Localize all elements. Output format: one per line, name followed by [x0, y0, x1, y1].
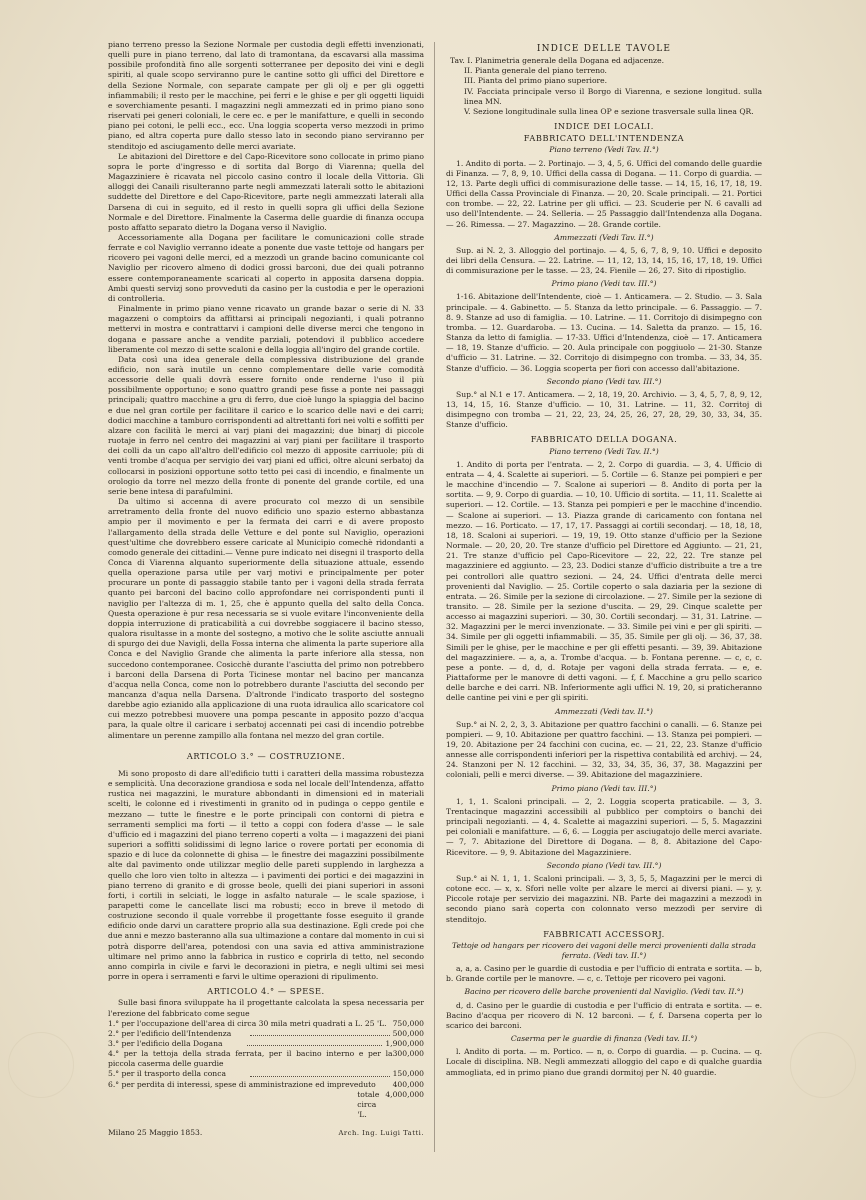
section-subheading: Piano terreno (Vedi Tav. II.°) — [549, 145, 659, 155]
expense-line: 6.° per perdita di interessi, spese di amministrazione ed impreveduto 400,000 — [108, 1079, 424, 1089]
section-subheading: Primo piano (Vedi tav. III.°) — [551, 279, 657, 289]
section-subheading: Primo piano (Vedi tav. III.°) — [551, 783, 657, 793]
section-text: Sup.° ai N. 2, 2, 3, 3. Abitazione per quattro facchini o canalli. — 6. Stanze pei pompieri. — 9, 10. Abitazione per quattro facchini. — 13. Stanza pei pompieri. — 19, 20. Abitazione per 24 facchini con cucina, ec. — 21, 22, 23. Stanze d'ufficio annesse alle corrispondenti inferiori per la rispettiva contabilità ed archivj. — 24, 24. Stanzoni per N. 12 facchini. — 32, 33, 34, 35, 36, 37, 38. Magazzini per coloniali, pelli e merci diverse. — 39. Abitazione del magazziniere. — [446, 719, 762, 780]
left-column — [108, 40, 424, 1138]
paragraph: piano terreno presso la Sezione Normale per custodia degli effetti invenzionati, quelli pure in piano terreno, dal lato di tramontana, da escavarsi alla massima possibile profondità fino alle sorgenti sotterranee per deposito dei vini e degli spiriti, al quale scopo serviranno pure le cantine sotto gli uffici del Direttore e della Sezione Normale, con separate campate per gli olj e per gli oggetti infiammabili; il resto per le macchine, pei ferri e le ghise e per gli oggetti liquidi e soverchiamente pesanti. I magazzini negli ammezzati ed in primo piano sono riservati pei generi coloniali, le cere ec. e per le manifatture, e quelli in secondo piano pei cotoni, le pelli ecc., ecc. Una loggia scoperta verso mezzodi in primo piano, ed altra coperta pure dallo stesso lato in secondo piano serviranno per stenditojo ed asciugamento delle merci avariate. — [108, 40, 424, 151]
paragraph: Da ultimo si accenna di avere procurato col mezzo di un sensibile arretramento della fronte del nuovo edificio uno spazio esterno abbastanza ampio per il movimento e per la fermata dei carri e di avere proposto l'allargamento della strada delle Vetture e del ponte sul Naviglio, operazioni quest'ultime che dovrebbero essere caricate al Municipio comechè ridondanti a comodo generale dei cittadini.— Venne pure indicato nei disegni il trasporto della Conca di Viarenna alquanto superiormente della situazione attuale, essendo quella operazione parsa utile per varj motivi e principalmente per poter procurare un ponte di passaggio stabile tanto per i vagoni della strada ferrata quanto pei barconi del bacino collo approfondare nei corrispondenti punti il naviglio per l'altezza di m. 1, 25, che è appunto quella del salto della Conca. Questa operazione è pur resa necessaria se si vuole evitare l'inconveniente della doppia interruzione di praticabilità a cui dovrebbe soggiacere il bacino stesso, qualora risultasse in a monte del sostegno, a motivo che le solite asciutte annuali di spurgo dei due Navigli, della Fossa interna che alimenta la parte superiore alla Conca e del Naviglio Grande che alimenta la parte inferiore alla stessa, non succedono contemporanee. Cosicchè durante l'asciutta del primo non potrebbero i barconi della Darsena di Porta Ticinese montar nel bacino per mancanza d'acqua nella Conca, come non lo potrebbero durante l'asciutta del secondo per mancanza d'aqua nella Darsena. D'altronde l'indicato trasporto del sostegno darebbe agio ezianido alla applicazione di una ruota idraulica allo scaricatore col cui mezzo potrebbesi muovere una pompa pescante in apposito pozzo d'acqua para, la quale oltre il caricare i serbatoj accennati pei casi di incendio potrebbe alimentare un perenne zampillo alla fontana nel mezzo del gran cortile. — [108, 497, 424, 740]
section-subheading: Bacino per ricovero delle barche provenienti dal Naviglio. (Vedi tav. II.°) — [464, 987, 744, 997]
section-subheading: Ammezzati (Vedi tav. II.°) — [555, 706, 653, 716]
section-subheading: Secondo piano (Vedi tav. III.°) — [546, 860, 662, 870]
expense-total: totale circa 'L. 4,000,000 — [357, 1089, 424, 1120]
paragraph: Finalmente in primo piano venne ricavato un grande bazar o serie di N. 33 magazzeni o comptoirs da affittarsi ai principali negozianti, i quali potranno mettervi in mostra e contrattarvi i campioni delle diverse merci che tengono in dogana e passare anche a vendite parziali, potendovi il pubblico accedere liberamente col mezzo di sette scaloni e della loggia all'ingiro del grande cortile. — [108, 304, 424, 354]
section-text: a, a, a. Casino per le guardie di custodia e per l'ufficio di entrata e sortita. — b, b. Grande cortile per le manovre. — c, c. Tettoje per ricovero pei vagoni. — [446, 964, 762, 984]
tavola-item: II. Pianta generale del piano terreno. — [464, 66, 607, 76]
section-text: d, d. Casino per le guardie di custodia e per l'ufficio di entrata e sortita. — e. Bacino d'acqua per ricovero di N. 12 barconi. — f, f. Darsena coperta per lo scarico dei barconi. — [446, 1000, 762, 1030]
paragraph: Le abitazioni del Direttore e del Capo-Ricevitore sono collocate in primo piano sopra le porte d'ingresso e di sortita dal Borgo di Viarenna; quella del Magazziniere è ricavata nel piccolo casino contro il locale della Vittoria. Gli alloggi dei Canaili risulteranno parte negli ammezzati laterali sotto le abitazioni suddette del Direttore e del Capo-Ricevitore, parte negli ammezzati laterali alla Darsena di cui in seguito, ed il resto in quelli sopra gli uffici della Sezione Normale e del Direttore. Finalmente la Caserma delle guardie di finanza occupa posto affatto separato dietro la Dogana verso il Naviglio. — [108, 151, 424, 232]
section-text: Sup.° al N.1 e 17. Anticamera. — 2, 18, 19, 20. Archivio. — 3, 4, 5, 7, 8, 9, 12, 13, 14, 15, 16. Stanze d'ufficio. — 10, 31. Latrine. — 11, 32. Corritoj di disimpegno con tromba — 21, 22, 23, 24, 25, 26, 27, 28, 29, 30, 33, 34, 35. Stanze d'ufficio. — [446, 389, 762, 430]
section-text: Sup.° ai N. 1, 1, 1. Scaloni principali. — 3, 3, 5, 5, Magazzini per le merci di cotone ecc. — x, x. Sfori nelle volte per alzare le merci ai diversi piani. — y, y. Piccole rotaje per servizio dei magazzini. NB. Parte dei magazzini a mezzodì in secondo piano sarà coperta con colonnato verso mezzodì per servire di stenditojo. — [446, 873, 762, 924]
author-signature: Arch. Ing. Luigi Tatti. — [338, 1129, 424, 1138]
article-3-heading: ARTICOLO 3.° — COSTRUZIONE. — [186, 750, 346, 761]
tavola-item: Tav. I. Planimetria generale della Dogana ed adjacenze. — [450, 56, 665, 66]
index-tavole-heading: INDICE DELLE TAVOLE — [536, 44, 672, 54]
section-text: Sup. ai N. 2, 3. Alloggio del portinajo. — 4, 5, 6, 7, 8, 9, 10. Uffici e deposito dei libri della Censura. — 22. Latrine. — 11, 12, 13, 14, 15, 16, 17, 18, 19. Uffici di commisurazione per le tasse. — 23, 24. Fienile — 26, 27. Sito di ripostiglio. — [446, 245, 762, 276]
section-text: 1-16. Abitazione dell'Intendente, cioè — 1. Anticamera. — 2. Studio. — 3. Sala principale. — 4. Gabinetto. — 5. Stanza da letto principale. — 6. Passaggio. — 7. 8. 9. Stanze ad uso di famiglia. — 10. Latrine. — 11. Corritojo di disimpegno con tromba. — 12. Guardaroba. — 13. Cucina. — 14. Saletta da pranzo. — 15, 16. Stanza da letto di famiglia. — 17-33. Uffici d'Intendenza, cioè — 17. Anticamera — 18, 19. Stanze d'ufficio. — 20. Aula principale con poggiuolo — 21-30. Stanze d'ufficio — 31. Latrine. — 32. Corritojo di disimpegno con tromba. — 33, 34, 35. Stanze d'ufficio. — 36. Loggia scoperta per fiori con accesso dall'abitazione. — [446, 292, 762, 373]
tavola-item: III. Pianta del primo piano superiore. — [464, 76, 608, 86]
document-date: Milano 25 Maggio 1853. — [108, 1128, 203, 1138]
paragraph: Sulle basi finora sviluppate ha il progettante calcolata la spesa necessaria per l'erezione del fabbricato come segue — [108, 998, 424, 1018]
section-subheading: Caserma per le guardie di finanza (Vedi tav. II.°) — [510, 1034, 698, 1044]
article-4-heading: ARTICOLO 4.° — SPESE. — [207, 986, 325, 997]
accessori-heading: FABBRICATI ACCESSORJ. — [543, 928, 665, 939]
expense-line: 1.° per l'occupazione dell'area di circa 30 mila metri quadrati a L. 25 'L. 750,000 — [108, 1018, 424, 1028]
expense-line: 4.° per la tettoja della strada ferrata, per il bacino interno e per la piccola caserma delle guardie 300,000 — [108, 1049, 424, 1069]
dogana-heading: FABBRICATO DELLA DOGANA. — [530, 434, 678, 445]
section-text: 1. Andito di porta. — 2. Portinajo. — 3, 4, 5, 6. Uffici del comando delle guardie di Finanza. — 7, 8, 9, 10. Uffici della cassa di Dogana. — 11. Corpo di guardia. — 12, 13. Parte degli uffici di commisurazione delle tasse. — 14, 15, 16, 17, 18, 19. Uffici della Cassa Provinciale di Finanza. — 20, 20. Scale principali. — 21. Portici con trombe. — 22, 22. Latrine per gli uffici. — 23. Scuderie per N. 6 cavalli ad uso dell'Intendente. — 24. Selleria. — 25 Passaggio dall'Intendenza alla Dogana. — 26. Rimessa. — 27. Magazzino. — 28. Grande cortile. — [446, 158, 762, 229]
section-text: l. Andito di porta. — m. Portico. — n, o. Corpo di guardia. — p. Cucina. — q. Locale di disciplina. NB. Negli ammezzati alloggio del capo e di qualche guardia ammogliata, ed in primo piano due grandi dormitoj per N. 40 guardie. — [446, 1047, 762, 1077]
expense-line: 3.° per l'edificio della Dogana 1,900,000 — [108, 1039, 424, 1048]
paragraph: Accessoriamente alla Dogana per facilitare le comunicazioni colle strade ferrate e col Naviglio verranno ideate a ponente due vaste tettoje od hangars per ricovero pei vagoni delle merci, ed a mezzodì un grande bacino comunicante col Naviglio per ricovero almeno di dodici grossi barconi, due dei quali potranno essere contemporaneamente scaricati al coperto in apposita darsena doppia. Ambi questi servizj sono provveduti da casino per la custodia e per le operazioni di controlleria. — [108, 232, 424, 303]
index-locali-heading: INDICE DEI LOCALI. — [554, 121, 654, 132]
section-subheading: Piano terreno (Vedi Tav. II.°) — [549, 446, 659, 456]
section-subheading: Tettoje od hangars per ricovero dei vagoni delle merci provenienti dalla strada ferrata. (Vedi tav. II.°) — [452, 940, 756, 960]
section-subheading: Secondo piano (Vedi tav. III.°) — [546, 376, 662, 386]
expense-line: 5.° per il trasporto della conca 150,000 — [108, 1069, 424, 1079]
section-subheading: Ammezzati (Vedi Tav. II.°) — [554, 232, 654, 242]
right-column — [446, 40, 762, 1078]
embossed-seal-left — [8, 1032, 74, 1098]
tavola-item: IV. Facciata principale verso il Borgo di Viarenna, e sezione longitud. sulla linea MN. — [464, 86, 762, 106]
tavola-item: V. Sezione longitudinale sulla linea OP e sezione trasversale sulla linea QR. — [464, 106, 754, 116]
section-text: 1, 1, 1. Scaloni principali. — 2, 2. Loggia scoperta praticabile. — 3, 3. Trentacinque magazzini accessibili al pubblico per comptoirs o banchi dei principali negozianti. — 4, 4. Scalette ai magazzini superiori. — 5, 5. Magazzini pei coloniali e manifatture. — 6, 6. — Loggia per asciugatojo delle merci avariate. — 7, 7. Abitazione del Direttore di Dogana. — 8, 8. Abitazione del Capo-Ricevitore. — 9, 9. Abitazione del Magazziniere. — [446, 796, 762, 857]
embossed-seal-right — [790, 1032, 856, 1098]
intendenza-heading: FABBRICATO DELL'INTENDENZA — [523, 133, 685, 144]
paragraph: Mi sono proposto di dare all'edificio tutti i caratteri della massima robustezza e semplicità. Una decorazione grandiosa e soda nel locale dell'Intendenza, affatto rustica nei magazzini, le murature abbondanti in dimensioni ed in materiali scelti, le colonne ed i rivestimenti in granito od in pudinga o ceppo gentile e mezzano — tutte le finestre e le porte principali con contorni di pietra e serramenti semplici ma forti — il tetto a coppi con fodera d'asse — le sale d'ufficio ed i magazzini del piano terreno coperti a volta — i magazzeni dei piani superiori a soffitti solidissimi di legno larice o rovere portati per economia di spazio e di luce da colonnette di ghisa — le finestre dei magazzini possibilmente alte dal pavimento onde utilizzar meglio delle pareti supplendo in larghezza a quello che loro vien tolto in altezza — i pavimenti dei portici e dei magazzini in piano terreno di granito e di grosse beole, quelli dei piani superiori in assoni forti, i cortili in selciati, le logge in asfalto naturale — le scale spaziose, i parapetti come le cancellate lisci ma robusti; ecco in breve il metodo di costruzione secondo il quale vorrebbe il progettante fosse eseguito il grande edificio onde darvi un carattere proprio alla sua destinazione. Egli crede poi che due anni e mezzo basteranno alla sua ultimazione a contare dal momento in cui si potrà disporre dell'area, potendosi con una savia ed attiva amministrazione ultimare nel primo anno la fabbrica in rustico e coprirla di tetto, nel secondo anno compirla in civile e farvi le decorazioni in pietra, e negli ultimi sei mesi porre in opera i serramenti e farvi le ultime operazioni di ripulimento. — [108, 768, 424, 982]
section-text: 1. Andito di porta per l'entrata. — 2, 2. Corpo di guardia. — 3, 4. Ufficio di entrata — 4, 4. Scalette ai superiori. — 5. Cortile — 6. Stanze pei pompieri e per le macchine d'incendio — 7. Scalone ai superiori — 8. Andito di porta per la sortita. — 9, 9. Corpo di guardia. — 10, 10. Ufficio di sortita. — 11, 11. Scalette ai superiori. — 12. Cortile. — 13. Stanza pei pompieri e per le macchine d'incendio. — Scalone ai superiori. — 13. Piazza grande di caricamento con fontana nel mezzo. — 16. Porticato. — 17, 17, 17. Passaggi ai cortili secondarj. — 18, 18, 18, 18, 18. Scaloni ai superiori. — 19, 19, 19. Otto stanze d'ufficio per la Sezione Normale. — 20, 20, 20. Tre stanze d'ufficio pel Direttore ed Aggiunto. — 21, 21, 21. Tre stanze d'ufficio pel Capo-Ricevitore — 22, 22, 22. Tre stanze pel magazziniere ed aggiunto. — 23, 23. Dodici stanze d'ufficio distribuite a tre a tre pei controllori alle quattro sezioni. — 24, 24. Uffici d'entrata delle merci provenienti dal Naviglio. — 25. Cortile coperto o sala daziaria per la sezione di entrata. — 26. Simile per la sezione di circolazione. — 27. Simile per la sezione di transito. — 28. Simile per la sezione d'uscita. — 29, 29. Cinque scalette per accesso ai magazzini superiori. — 30, 30. Cortili secondarj. — 31, 31. Latrine. — 32. Magazzini per le merci invenzionate. — 33. Simile pei vini e per gli spiriti. — 34. Simile per gli oggetti infiammabili. — 35, 35. Simile per gli olj. — 36, 37, 38. Simili per le ghise, per le macchine e per gli effetti pesanti. — 39, 39. Abitazione del magazziniere. — a, a, a. Trombe d'acqua. — b. Fontana perenne. — c, c, c. pese a ponte. — d, d, d. Rotaje per vagoni della strada ferrata. — e, e. Piattaforme per le manovre di detti vagoni. — f, f. Macchine a gru pello scarico delle barche e dei carri. NB. Inferiormente agli uffici N. 19, 20, si praticheranno delle cantine pei vini e per gli spiriti. — [446, 459, 762, 703]
column-divider — [434, 42, 435, 1152]
expense-line: 2.° per l'edificio dell'Intendenza 500,000 — [108, 1028, 424, 1038]
paragraph: Data così una idea generale della complessiva distribuzione del grande edificio, non sarà inutile un cenno complementare delle varie comodità accessorie delle quali dovrà essere fornito onde renderne l'uso il più possibilmente opportuno; e sono quattro grandi pese fisse a ponte nei passaggi principali; quattro macchine a gru di ferro, due cioè lungo la spiaggia del bacino e due nel gran cortile per facilitare il carico e lo scarico delle navi e dei carri; dodici macchine a tamburo corrispondenti ad altrettanti fori nei volti e soffitti per alzare con facilità le merci ai varj piani dei magazzini; due binarj di piccole ruotaje in ferro nel centro dei magazzini ai varj piani per facilitare il trasporto dei colli da un capo all'altro dell'edificio col mezzo di apposite carriuole; più di venti trombe d'acqua per servigio dei varj piani ed uffici, oltre alcuni serbatoj da collocarsi in posizioni opportune sotto tetto pei casi di incendio, e finalmente un orologio da torre nel mezzo della fronte di ponente del grande cortile, ed una serie bene intesa di parafulmini. — [108, 354, 424, 496]
